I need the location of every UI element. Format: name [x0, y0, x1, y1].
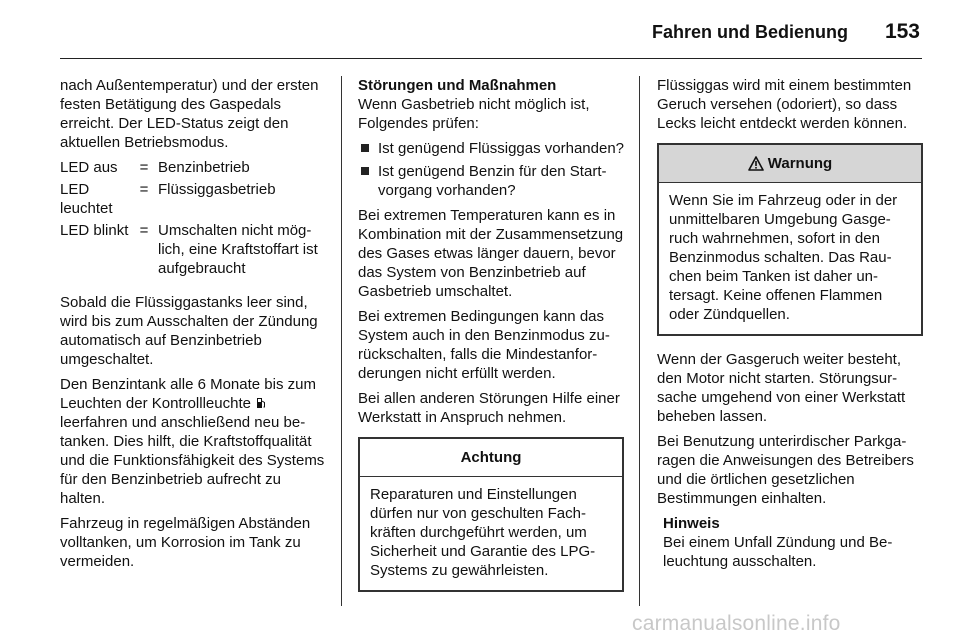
list-item [358, 162, 624, 200]
caution-box [358, 437, 624, 592]
led-value: Flüssiggasbetrieb [158, 181, 276, 198]
column-divider-1 [341, 76, 342, 606]
column-3 [657, 76, 923, 571]
led-eq: = [139, 222, 149, 239]
header-divider [60, 58, 922, 59]
led-key: LED blinkt [60, 222, 129, 239]
led-key: LED aus [60, 159, 118, 176]
note-title: Hinweis [663, 515, 720, 532]
column-2 [358, 76, 624, 606]
col1-p3-before: Den Benzintank alle 6 Monate bis zum Leuchten der Kontrollleuchte [60, 376, 316, 412]
bullet-square-icon [361, 144, 369, 152]
list-item [358, 139, 624, 158]
fuel-pump-icon [256, 397, 266, 409]
section-title: Fahren und Bedienung [652, 22, 848, 42]
led-key: LED leuchtet [60, 181, 113, 217]
warning-box [657, 143, 923, 336]
column-divider-2 [639, 76, 640, 606]
note-text: Bei einem Unfall Zündung und Beleuchtung ausschalten. [663, 534, 893, 570]
col3-paragraph-3: Bei Benutzung unterirdischer Parkgaragen die Anweisungen des Betreibers und die örtlichen gesetzlichen Bestimmungen einhalten. [657, 433, 914, 507]
warning-title: Warnung [767, 155, 833, 172]
warning-text: Wenn Sie im Fahrzeug oder in der unmittelbaren Umgebung Gasgeruch wahrnehmen, sofort in den Benzinmodus schalten. Das Rauchen beim Tanken ist daher untersagt. Keine offenen Flammen oder Zündquellen. [669, 192, 898, 323]
col1-paragraph-2: Sobald die Flüssiggastanks leer sind, wird bis zum Ausschalten der Zündung automatisch auf Benzinbetrieb umgeschaltet. [60, 294, 318, 368]
col3-intro: Flüssiggas wird mit einem bestimmten Geruch versehen (odoriert), so dass Lecks leicht entdeckt werden können. [657, 77, 912, 132]
led-eq: = [139, 159, 149, 176]
led-value: Umschalten nicht möglich, eine Kraftstoffart ist aufgebraucht [158, 222, 318, 277]
list-item-text: Ist genügend Benzin für den Startvorgang vorhanden? [378, 163, 607, 199]
col1-paragraph-3 [60, 375, 328, 508]
col1-p3-after: leerfahren und anschließend neu betanken. Dies hilft, die Kraftstoffqualität und die Funktionsfähigkeit des Systems für den Benzinbetrieb aufrecht zu halten. [60, 414, 325, 507]
warning-header [659, 145, 921, 183]
col2-paragraph-4: Bei allen anderen Störungen Hilfe einer Werkstatt in Anspruch nehmen. [358, 390, 620, 426]
col2-paragraph-3: Bei extremen Bedingungen kann das System auch in den Benzinmodus zurückschalten, falls die Mindestanforderungen nicht erfüllt werden. [358, 308, 610, 382]
table-row [60, 221, 328, 281]
list-item-text: Ist genügend Flüssiggas vorhanden? [378, 140, 625, 157]
page-number: 153 [884, 20, 920, 43]
col1-paragraph-4: Fahrzeug in regelmäßigen Abständen volltanken, um Korrosion im Tank zu vermeiden. [60, 515, 311, 570]
warning-triangle-icon [748, 156, 764, 171]
led-value: Benzinbetrieb [158, 159, 250, 176]
page-header [0, 0, 960, 62]
table-row [60, 180, 328, 221]
watermark: carmanualsonline.info [632, 612, 841, 635]
troubleshooting-heading: Störungen und Maßnahmen [358, 77, 557, 94]
column-1 [60, 76, 328, 577]
caution-text: Reparaturen und Einstellungen dürfen nur von geschulten Fachkräften durchgeführt werden, um Sicherheit und Garantie des LPG-Systems zu gewährleisten. [370, 486, 596, 579]
caution-title: Achtung [360, 439, 622, 477]
col1-intro: nach Außentemperatur) und der ersten festen Betätigung des Gaspedals erreicht. Der LED-Status zeigt den aktuellen Betriebsmodus. [60, 77, 319, 151]
bullet-square-icon [361, 167, 369, 175]
table-row [60, 158, 328, 180]
col3-paragraph-2: Wenn der Gasgeruch weiter besteht, den Motor nicht starten. Störungsursache umgehend von einer Werkstatt beheben lassen. [657, 351, 906, 425]
led-eq: = [139, 181, 149, 198]
check-list [358, 139, 624, 200]
col2-paragraph-2: Bei extremen Temperaturen kann es in Kombination mit der Zusammensetzung des Gases etwas länger dauern, bevor das System von Benzinbetrieb auf Gasbetrieb umschaltet. [358, 207, 624, 300]
note-block [657, 514, 923, 571]
led-status-table [60, 158, 328, 281]
col2-intro: Wenn Gasbetrieb nicht möglich ist, Folgendes prüfen: [358, 96, 590, 132]
